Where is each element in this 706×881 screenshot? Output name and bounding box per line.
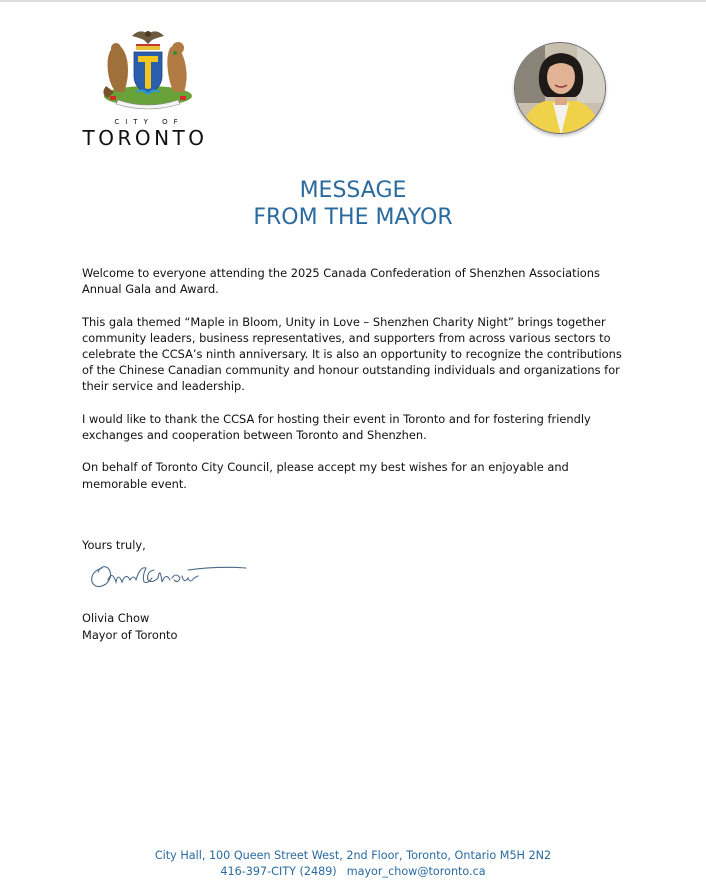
signer-block: [82, 610, 177, 644]
body-line: of the Chinese Canadian community and honour outstanding individuals and organizations for: [82, 363, 620, 378]
body-line: celebrate the CCSA’s ninth anniversary. It is also an opportunity to recognize the contributions: [82, 347, 622, 361]
body-line: Annual Gala and Award.: [82, 282, 219, 297]
title-line-2: FROM THE MAYOR: [253, 205, 453, 230]
body-line: Welcome to everyone attending the 2025 Canada Confederation of Shenzhen Associations: [82, 266, 600, 280]
page-title: [0, 177, 706, 231]
body-line: On behalf of Toronto City Council, please accept my best wishes for an enjoyable and: [82, 460, 569, 475]
footer-email-link[interactable]: mayor_chow@toronto.ca: [346, 865, 486, 878]
footer-contact-line: [0, 864, 706, 880]
body-line: community leaders, business representatives, and supporters from across various sectors to: [82, 330, 611, 345]
paragraph-welcome: [82, 265, 642, 297]
logo-city-of-text: CITY OF: [114, 118, 184, 126]
footer-address: City Hall, 100 Queen Street West, 2nd Floor, Toronto, Ontario M5H 2N2: [154, 849, 552, 862]
body-line: exchanges and cooperation between Toronto and Shenzhen.: [82, 428, 427, 442]
signer-name: Olivia Chow: [82, 611, 150, 625]
city-of-toronto-logo: [80, 26, 210, 150]
signature-icon: [88, 558, 248, 594]
signer-title: Mayor of Toronto: [82, 628, 178, 642]
paragraph-thanks: [82, 411, 642, 443]
title-line-1: MESSAGE: [299, 178, 407, 203]
body-line: I would like to thank the CCSA for hosting their event in Toronto and for fostering friendly: [82, 411, 591, 426]
closing-salutation: Yours truly,: [82, 538, 146, 552]
portrait-image-icon: [515, 43, 606, 134]
logo-toronto-text: TORONTO: [82, 126, 208, 150]
body-line: their service and leadership.: [82, 379, 245, 394]
footer-contact: [0, 848, 706, 880]
message-body: [82, 265, 642, 508]
coat-of-arms-icon: [98, 26, 198, 112]
top-divider: [0, 0, 706, 2]
body-line: memorable event.: [82, 476, 187, 491]
footer-phone: 416-397-CITY (2489): [220, 865, 337, 878]
paragraph-best-wishes: [82, 459, 642, 491]
paragraph-gala-theme: [82, 314, 642, 395]
mayor-portrait: [514, 42, 606, 134]
body-line: This gala themed “Maple in Bloom, Unity in Love – Shenzhen Charity Night” brings together: [82, 314, 606, 329]
